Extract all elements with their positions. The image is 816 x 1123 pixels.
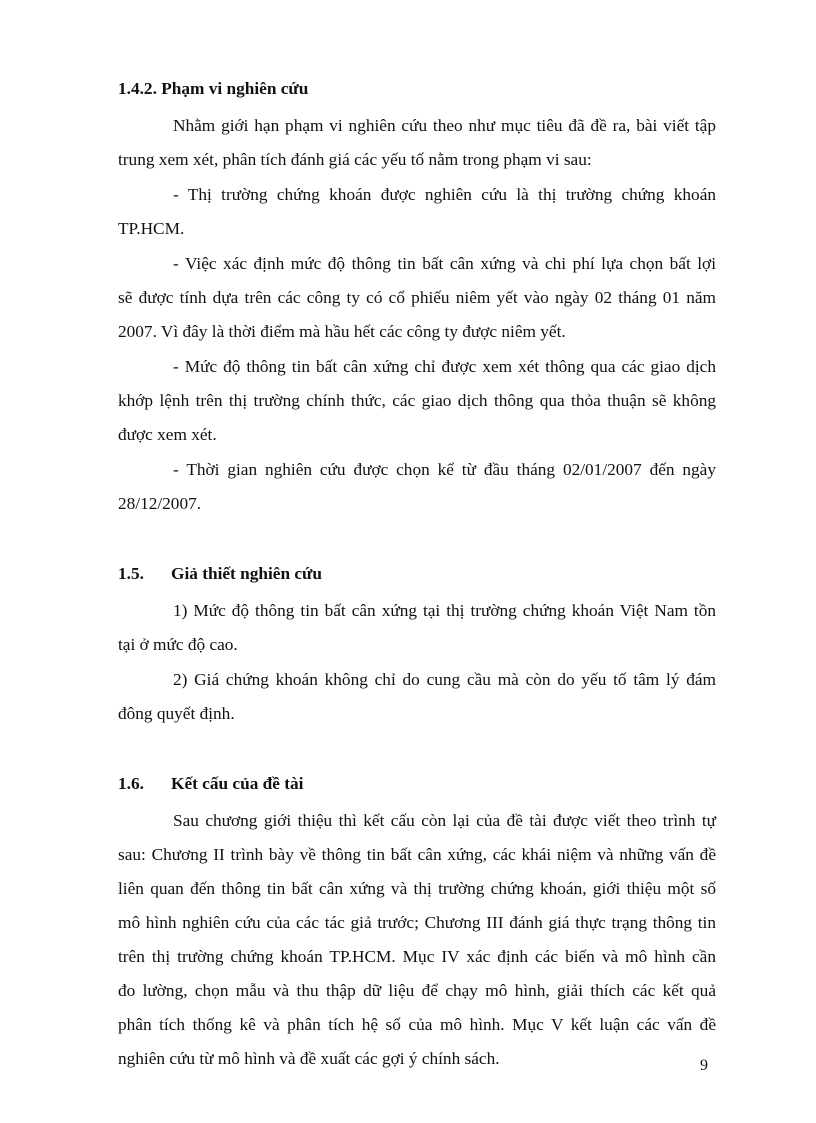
bullet-item-line: - Thị trường chứng khoán được nghiên cứu là thị trường chứng khoán bbox=[173, 185, 716, 204]
paragraph-line: mô hình nghiên cứu của các tác giả trước; Chương III đánh giá thực trạng thông tin bbox=[118, 913, 716, 932]
hypothesis-line: 2) Giá chứng khoán không chỉ do cung cầu mà còn do yếu tố tâm lý đám bbox=[173, 670, 716, 689]
paragraph-line: Nhằm giới hạn phạm vi nghiên cứu theo như mục tiêu đã đề ra, bài viết tập bbox=[173, 116, 716, 135]
bullet-item-line: 2007. Vì đây là thời điểm mà hầu hết các công ty được niêm yết. bbox=[118, 322, 566, 341]
paragraph-line: trên thị trường chứng khoán TP.HCM. Mục IV xác định các biến và mô hình cần bbox=[118, 947, 716, 966]
bullet-item-line: - Thời gian nghiên cứu được chọn kể từ đầu tháng 02/01/2007 đến ngày bbox=[173, 460, 716, 479]
hypothesis-line: tại ở mức độ cao. bbox=[118, 635, 238, 654]
bullet-item-line: sẽ được tính dựa trên các công ty có cổ phiếu niêm yết vào ngày 02 tháng 01 năm bbox=[118, 288, 716, 307]
bullet-item-line: - Việc xác định mức độ thông tin bất cân xứng và chi phí lựa chọn bất lợi bbox=[173, 254, 716, 273]
hypothesis-line: 1) Mức độ thông tin bất cân xứng tại thị trường chứng khoán Việt Nam tồn bbox=[173, 601, 716, 620]
bullet-item-line: - Mức độ thông tin bất cân xứng chỉ được xem xét thông qua các giao dịch bbox=[173, 357, 716, 376]
bullet-item-line: 28/12/2007. bbox=[118, 494, 202, 513]
paragraph-line: sau: Chương II trình bày về thông tin bất cân xứng, các khái niệm và những vấn đề bbox=[118, 845, 716, 864]
hypothesis-line: đông quyết định. bbox=[118, 704, 235, 723]
bullet-item-line: TP.HCM. bbox=[118, 219, 185, 238]
paragraph-line: đo lường, chọn mẫu và thu thập dữ liệu để chạy mô hình, giải thích các kết quả bbox=[118, 981, 716, 1000]
paragraph-line: nghiên cứu từ mô hình và đề xuất các gợi ý chính sách. bbox=[118, 1049, 500, 1068]
paragraph-line: trung xem xét, phân tích đánh giá các yếu tố nằm trong phạm vi sau: bbox=[118, 150, 592, 169]
section-heading-1-6 bbox=[118, 774, 303, 794]
section-title: Kết cấu của đề tài bbox=[171, 774, 304, 793]
paragraph-line: Sau chương giới thiệu thì kết cấu còn lại của đề tài được viết theo trình tự bbox=[173, 811, 716, 830]
page-number: 9 bbox=[700, 1057, 708, 1074]
section-title: Giả thiết nghiên cứu bbox=[171, 564, 323, 583]
section-heading-1-4-2: 1.4.2. Phạm vi nghiên cứu bbox=[118, 79, 309, 98]
paragraph-line: liên quan đến thông tin bất cân xứng và thị trường chứng khoán, giới thiệu một số bbox=[118, 879, 716, 898]
paragraph-line: phân tích thống kê và phân tích hệ số của mô hình. Mục V kết luận các vấn đề bbox=[118, 1015, 716, 1034]
bullet-item-line: được xem xét. bbox=[118, 425, 217, 444]
section-heading-1-5 bbox=[118, 564, 322, 584]
section-number: 1.5. bbox=[118, 564, 144, 583]
section-number: 1.6. bbox=[118, 774, 144, 793]
bullet-item-line: khớp lệnh trên thị trường chính thức, các giao dịch thông qua thỏa thuận sẽ không bbox=[118, 391, 716, 410]
